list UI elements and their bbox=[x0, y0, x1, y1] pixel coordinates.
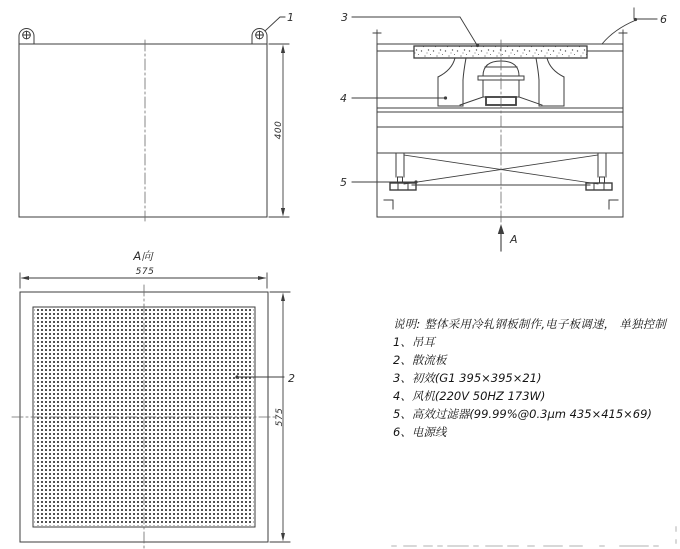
front-view bbox=[19, 11, 294, 221]
section-ear-stubs bbox=[373, 30, 627, 44]
note-item-2: 2、散流板 bbox=[393, 353, 447, 367]
a-view-dim-width-label: 575 bbox=[135, 267, 155, 277]
section-panel-lines bbox=[377, 108, 623, 153]
balloon-2-label: 2 bbox=[288, 372, 295, 385]
balloon-3-leader bbox=[352, 17, 477, 45]
prefilter-strip bbox=[414, 46, 587, 58]
a-direction-view bbox=[12, 249, 295, 549]
front-dim-height-label: 400 bbox=[274, 120, 284, 140]
note-item-3: 3、初效(G1 395×395×21) bbox=[393, 371, 542, 385]
note-item-1: 1、吊耳 bbox=[393, 335, 435, 349]
balloon-4-label: 4 bbox=[340, 92, 347, 105]
front-cabinet-outline bbox=[19, 44, 267, 217]
power-cord bbox=[602, 8, 636, 44]
a-view-title: A向 bbox=[133, 249, 153, 263]
balloon-1-leader bbox=[265, 17, 285, 31]
notes-block bbox=[393, 315, 678, 441]
view-direction-label: A bbox=[510, 233, 518, 246]
balloon-1-label: 1 bbox=[287, 11, 294, 24]
note-item-4: 4、风机(220V 50HZ 173W) bbox=[393, 389, 546, 403]
a-view-dim-height-label: 575 bbox=[275, 407, 285, 427]
section-body-outline bbox=[377, 44, 623, 217]
cropped-footer-marks bbox=[392, 527, 676, 546]
note-item-6: 6、电源线 bbox=[393, 425, 447, 439]
balloon-5-label: 5 bbox=[340, 176, 347, 189]
notes-heading: 说明: 整体采用冷轧钢板制作,电子板调速， 单独控制 bbox=[393, 317, 667, 331]
balloon-6-label: 6 bbox=[660, 13, 667, 26]
section-view bbox=[340, 8, 667, 251]
view-direction-arrow bbox=[498, 224, 504, 251]
note-item-5: 5、高效过滤器(99.99%@0.3μm 435×415×69) bbox=[393, 407, 652, 421]
balloon-3-label: 3 bbox=[341, 11, 348, 24]
lift-ear-left-icon bbox=[19, 29, 34, 44]
